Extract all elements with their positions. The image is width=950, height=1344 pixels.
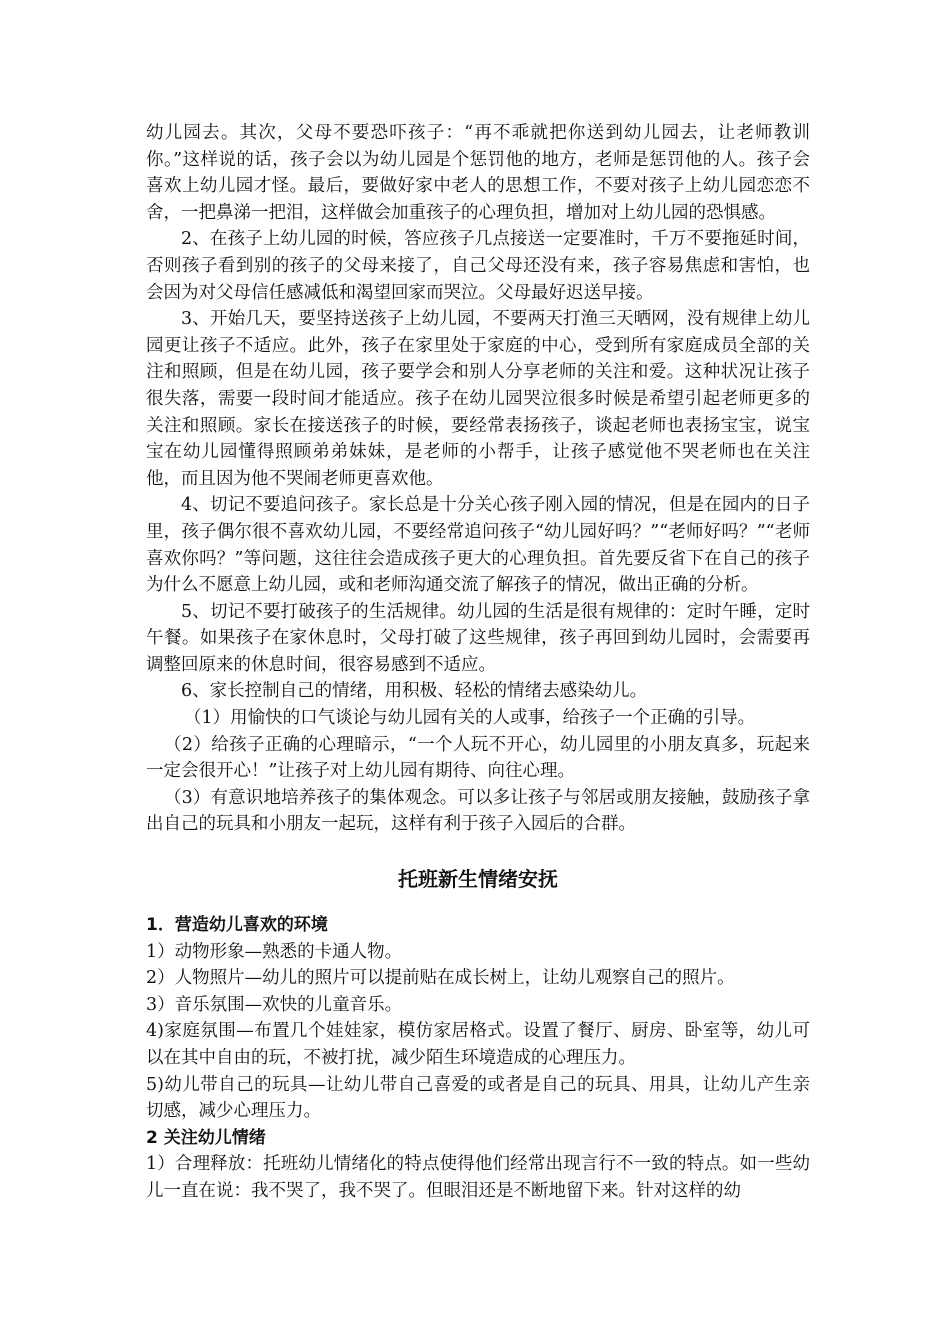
list-item: 2）人物照片—幼儿的照片可以提前贴在成长树上，让幼儿观察自己的照片。 [146,968,735,989]
paragraph-tip-3: 3、开始几天，要坚持送孩子上幼儿园，不要两天打渔三天晒网，没有规律上幼儿园更让孩子不适应。此外，孩子在家里处于家庭的中心，受到所有家庭成员全部的关注和照顾，但是在幼儿园，孩子要学会和别人分享老师的关注和爱。这种状况让孩子很失落，需要一段时间才能适应。孩子在幼儿园哭泣很多时候是希望引起老师更多的关注和照顾。家长在接送孩子的时候，要经常表扬孩子，谈起老师也表扬宝宝，说宝宝在幼儿园懂得照顾弟弟妹妹，是老师的小帮手，让孩子感觉他不哭老师也在关注他，而且因为他不哭闹老师更喜欢他。 [146,309,810,489]
section-emotions [146,1125,810,1205]
list-item: 4)家庭氛围—布置几个娃娃家，模仿家居格式。设置了餐厅、厨房、卧室等，幼儿可以在其中自由的玩，不被打扰，减少陌生环境造成的心理压力。 [146,1021,810,1068]
paragraph-tip-6-sub-1: （1）用愉快的口气谈论与幼儿园有关的人或事，给孩子一个正确的引导。 [184,708,756,729]
paragraph-tip-2: 2、在孩子上幼儿园的时候，答应孩子几点接送一定要准时，千万不要拖延时间，否则孩子看到别的孩子的父母来接了，自己父母还没有来，孩子容易焦虑和害怕，也会因为对父母信任感减低和渴望回家而哭泣。父母最好迟送早接。 [146,229,810,303]
section-heading-emotions: 2 关注幼儿情绪 [146,1127,266,1148]
paragraph-tip-6: 6、家长控制自己的情绪，用积极、轻松的情绪去感染幼儿。 [181,681,648,702]
document-page [146,120,810,1205]
list-item: 1）合理释放：托班幼儿情绪化的特点使得他们经常出现言行不一致的特点。如一些幼儿一直在说：我不哭了，我不哭了。但眼泪还是不断地留下来。针对这样的幼 [146,1154,810,1201]
paragraph-tip-6-sub-3: （3）有意识地培养孩子的集体观念。可以多让孩子与邻居或朋友接触，鼓励孩子拿出自己的玩具和小朋友一起玩，这样有利于孩子入园后的合群。 [146,787,810,835]
paragraph-tip-6-sub-2: （2）给孩子正确的心理暗示，“一个人玩不开心，幼儿园里的小朋友真多，玩起来一定会很开心！”让孩子对上幼儿园有期待、向往心理。 [146,734,810,782]
section-heading-environment: 1．营造幼儿喜欢的环境 [146,915,328,936]
list-item: 3）音乐氛围—欢快的儿童音乐。 [146,994,403,1015]
paragraph-tip-5: 5、切记不要打破孩子的生活规律。幼儿园的生活是很有规律的：定时午睡，定时午餐。如果孩子在家休息时，父母打破了这些规律，孩子再回到幼儿园时，会需要再调整回原来的休息时间，很容易感到不适应。 [146,601,810,675]
list-item: 5)幼儿带自己的玩具—让幼儿带自己喜爱的或者是自己的玩具、用具，让幼儿产生亲切感，减少心理压力。 [146,1074,810,1122]
paragraph-tip-4: 4、切记不要追问孩子。家长总是十分关心孩子刚入园的情况，但是在园内的日子里，孩子偶尔很不喜欢幼儿园，不要经常追问孩子“幼儿园好吗？”“老师好吗？”“老师喜欢你吗？”等问题，这往往会造成孩子更大的心理负担。首先要反省下在自己的孩子为什么不愿意上幼儿园，或和老师沟通交流了解孩子的情况，做出正确的分析。 [146,495,810,596]
section-title: 托班新生情绪安抚 [398,867,558,892]
paragraph-intro-continuation: 幼儿园去。其次，父母不要恐吓孩子：“再不乖就把你送到幼儿园去，让老师教训你。”这样说的话，孩子会以为幼儿园是个惩罚他的地方，老师是惩罚他的人。孩子会喜欢上幼儿园才怪。最后，要做好家中老人的思想工作，不要对孩子上幼儿园恋恋不舍，一把鼻涕一把泪，这样做会加重孩子的心理负担，增加对上幼儿园的恐惧感。 [146,123,810,223]
section-environment [146,912,810,1125]
list-item: 1）动物形象—熟悉的卡通人物。 [146,941,403,962]
